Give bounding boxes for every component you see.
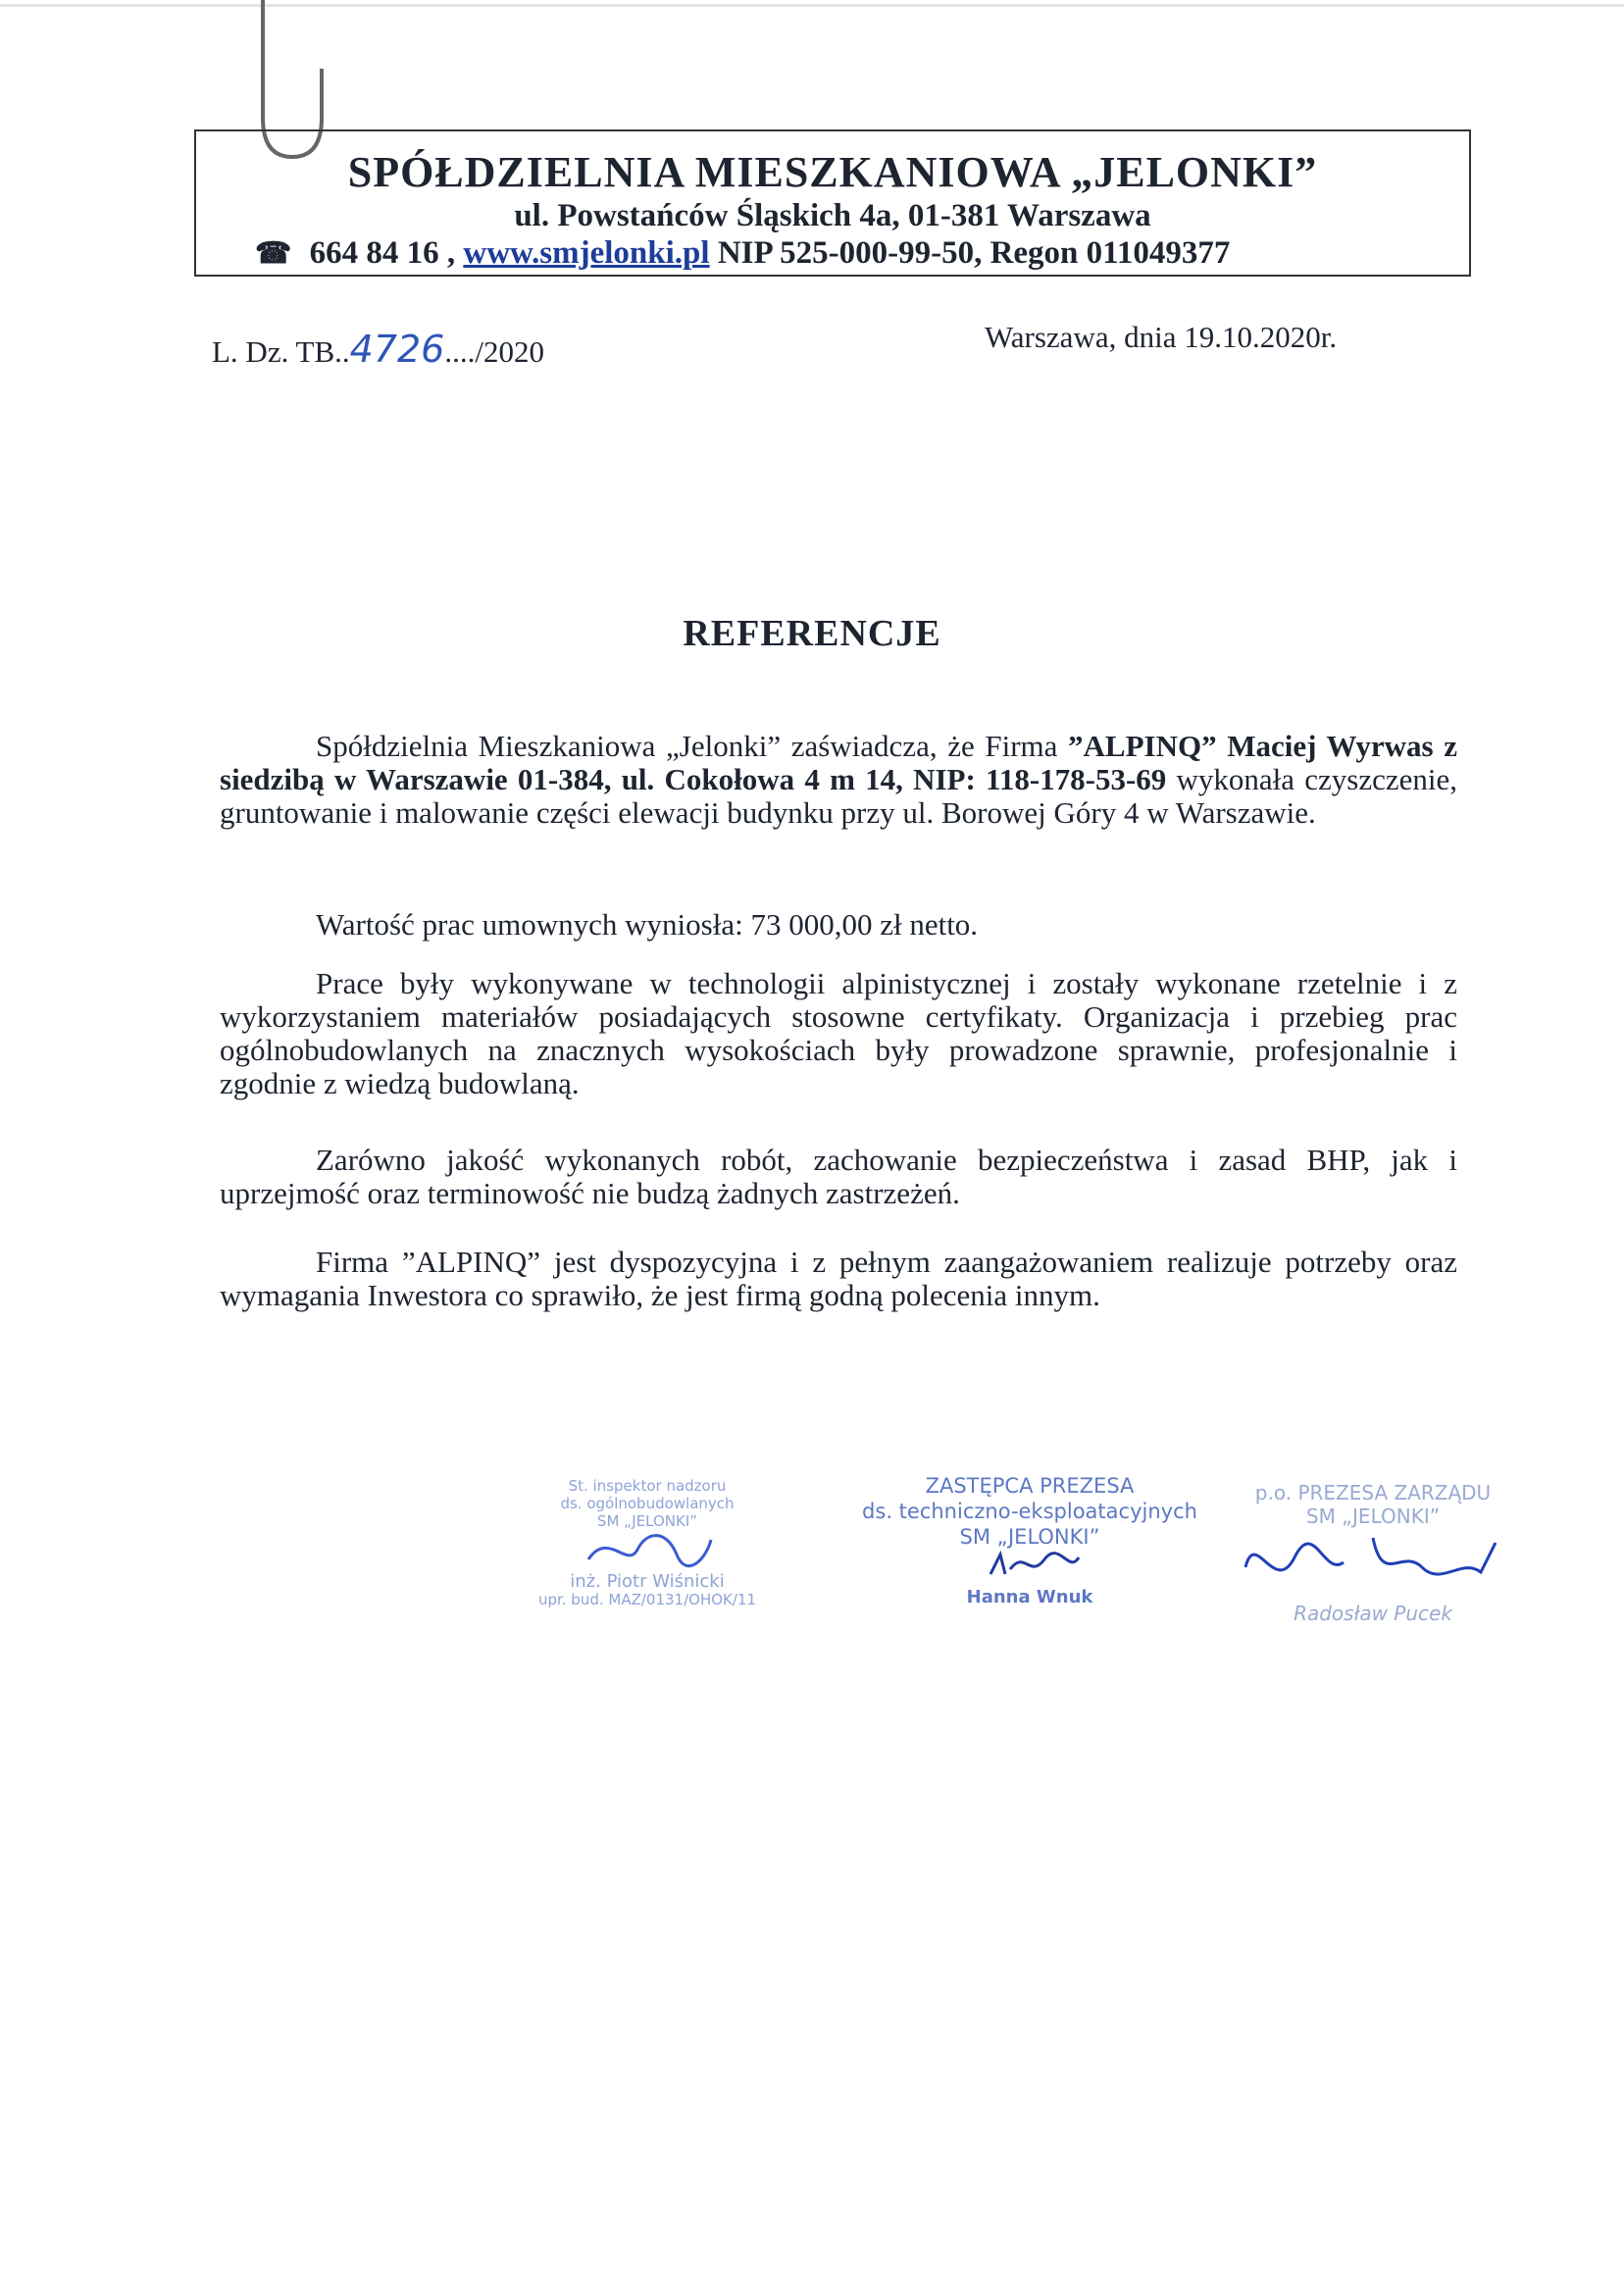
paragraph-4 bbox=[220, 1144, 1457, 1210]
stamp-deputy-president: ZASTĘPCA PREZESA ds. techniczno-eksploatacyjnych SM „JELONKI” Hanna Wnuk bbox=[862, 1474, 1197, 1607]
contract-value: Wartość prac umownych wyniosła: 73 000,00 zł netto. bbox=[316, 907, 979, 942]
paragraph-3 bbox=[220, 967, 1457, 1100]
organization-name: SPÓŁDZIELNIA MIESZKANIOWA „JELONKI” bbox=[347, 148, 1318, 196]
ref-suffix: ..../2020 bbox=[444, 334, 544, 369]
signature-inspector bbox=[579, 1530, 716, 1569]
contact-line bbox=[255, 235, 1230, 272]
telephone-icon: ☎ bbox=[255, 237, 292, 270]
paragraph-1 bbox=[220, 730, 1457, 830]
organization-address: ul. Powstańców Śląskich 4a, 01-381 Warszawa bbox=[514, 198, 1151, 233]
website-link[interactable]: www.smjelonki.pl bbox=[463, 235, 710, 271]
p1-company: ”ALPINQ” Maciej Wyrwas z siedzibą w Warszawie 01-384, ul. Cokołowa 4 m 14, NIP: 118-178-53-69 bbox=[220, 729, 1457, 796]
phone-number: 664 84 16 , bbox=[309, 235, 456, 271]
ref-prefix: L. Dz. TB.. bbox=[212, 334, 350, 369]
scan-edge bbox=[0, 4, 1624, 7]
safety-statement: Zarówno jakość wykonanych robót, zachowanie bezpieczeństwa i zasad BHP, jak i uprzejmość oraz terminowość nie budzą żadnych zastrzeżeń. bbox=[220, 1143, 1457, 1210]
signature-deputy bbox=[971, 1550, 1089, 1579]
document-title: REFERENCJE bbox=[683, 613, 941, 654]
reference-number bbox=[212, 328, 544, 371]
document-date: Warszawa, dnia 19.10.2020r. bbox=[985, 320, 1338, 354]
letterhead bbox=[194, 129, 1471, 277]
recommendation: Firma ”ALPINQ” jest dyspozycyjna i z pełnym zaangażowaniem realizuje potrzeby oraz wymagania Inwestora co sprawiło, że jest firmą godną polecenia innym. bbox=[220, 1245, 1457, 1312]
handwritten-ref-number: 4726 bbox=[349, 328, 445, 371]
stamp-president: p.o. PREZESA ZARZĄDU SM „JELONKI” Radosław Pucek bbox=[1236, 1481, 1510, 1625]
signature-president bbox=[1236, 1528, 1510, 1597]
paragraph-2 bbox=[220, 908, 1457, 942]
nip-regon: NIP 525-000-99-50, Regon 011049377 bbox=[717, 235, 1231, 271]
stamp-inspector: St. inspektor nadzoru ds. ogólnobudowlanych SM „JELONKI” inż. Piotr Wiśnicki upr. bud. MAZ/0131/OHOK/11 bbox=[537, 1477, 757, 1608]
work-quality: Prace były wykonywane w technologii alpinistycznej i zostały wykonane rzetelnie i z wykorzystaniem materiałów posiadających stosowne certyfikaty. Organizacja i przebieg prac ogólnobudowlanych na znacznych wysokościach były prowadzone sprawnie, profesjonalnie i zgodnie z wiedzą budowlaną. bbox=[220, 966, 1457, 1100]
p1-intro: Spółdzielnia Mieszkaniowa „Jelonki” zaświadcza, że Firma bbox=[316, 729, 1069, 763]
paragraph-5 bbox=[220, 1246, 1457, 1312]
p1-scope: wykonała czyszczenie, gruntowanie i malowanie części elewacji budynku przy ul. Borowej Góry 4 w Warszawie. bbox=[220, 762, 1457, 830]
